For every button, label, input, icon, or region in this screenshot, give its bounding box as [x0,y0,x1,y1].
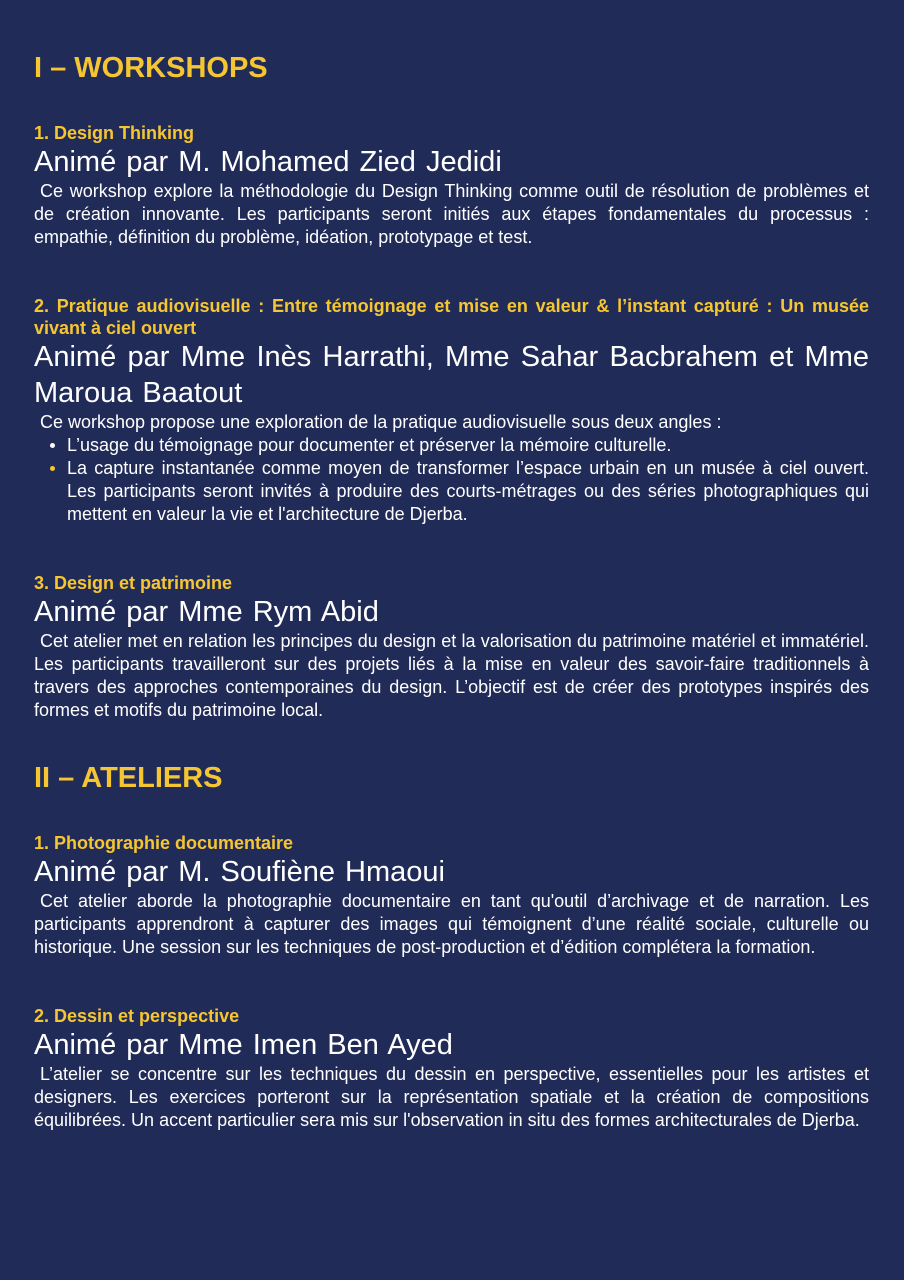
atelier-description: Cet atelier aborde la photographie documentaire en tant qu'outil d’archivage et de narration. Les participants apprendront à capturer des images qui témoignent d’une réalité sociale, culturelle ou historique. Une session sur les techniques de post-production et d’édition complétera la formation. [34,891,869,957]
bullet-item: L’usage du témoignage pour documenter et préserver la mémoire culturelle. [67,434,869,457]
workshop-host: Animé par M. Mohamed Zied Jedidi [34,146,502,178]
workshop-title: 3. Design et patrimoine [34,573,233,593]
atelier-host: Animé par Mme Imen Ben Ayed [34,1029,453,1061]
workshop-description: Ce workshop propose une exploration de la pratique audiovisuelle sous deux angles : [40,412,722,432]
atelier-item-photographie [34,832,869,959]
workshop-item-design-thinking [34,122,869,249]
atelier-title: 2. Dessin et perspective [34,1006,240,1026]
section-heading-ateliers: II – ATELIERS [34,762,223,794]
workshop-description: Cet atelier met en relation les principes du design et la valorisation du patrimoine matériel et immatériel. Les participants travailleront sur des projets liés à la mise en valeur des savoir-faire traditionnels à travers des approches contemporaines du design. L’objectif est de créer des prototypes inspirés des formes et motifs du patrimoine local. [34,631,869,720]
bullet-item: La capture instantanée comme moyen de transformer l’espace urbain en un musée à ciel ouvert. Les participants seront invités à produire des courts-métrages ou des séries photographiques qui mettent en valeur la vie et l'architecture de Djerba. [67,458,869,524]
workshop-host: Animé par Mme Rym Abid [34,596,379,628]
workshop-host: Animé par Mme Inès Harrathi, Mme Sahar Bacbrahem et Mme Maroua Baatout [34,341,869,409]
atelier-host: Animé par M. Soufiène Hmaoui [34,856,445,888]
workshop-item-design-patrimoine [34,572,869,722]
atelier-title: 1. Photographie documentaire [34,833,294,853]
workshop-title: 1. Design Thinking [34,123,195,143]
workshop-description: Ce workshop explore la méthodologie du Design Thinking comme outil de résolution de problèmes et de création innovante. Les participants seront initiés aux étapes fondamentales du processus : empathie, définition du problème, idéation, prototypage et test. [34,181,869,247]
atelier-item-dessin [34,1005,869,1132]
workshop-title: 2. Pratique audiovisuelle : Entre témoignage et mise en valeur & l’instant capturé : Un musée vivant à ciel ouvert [34,296,869,338]
atelier-description: L’atelier se concentre sur les techniques du dessin en perspective, essentielles pour les artistes et designers. Les exercices porteront sur la représentation spatiale et la création de compositions équilibrées. Un accent particulier sera mis sur l'observation in situ des formes architecturales de Djerba. [34,1064,869,1130]
section-heading-workshops: I – WORKSHOPS [34,52,268,84]
workshop-bullet-list [34,434,869,526]
workshop-item-audiovisuel [34,295,869,526]
